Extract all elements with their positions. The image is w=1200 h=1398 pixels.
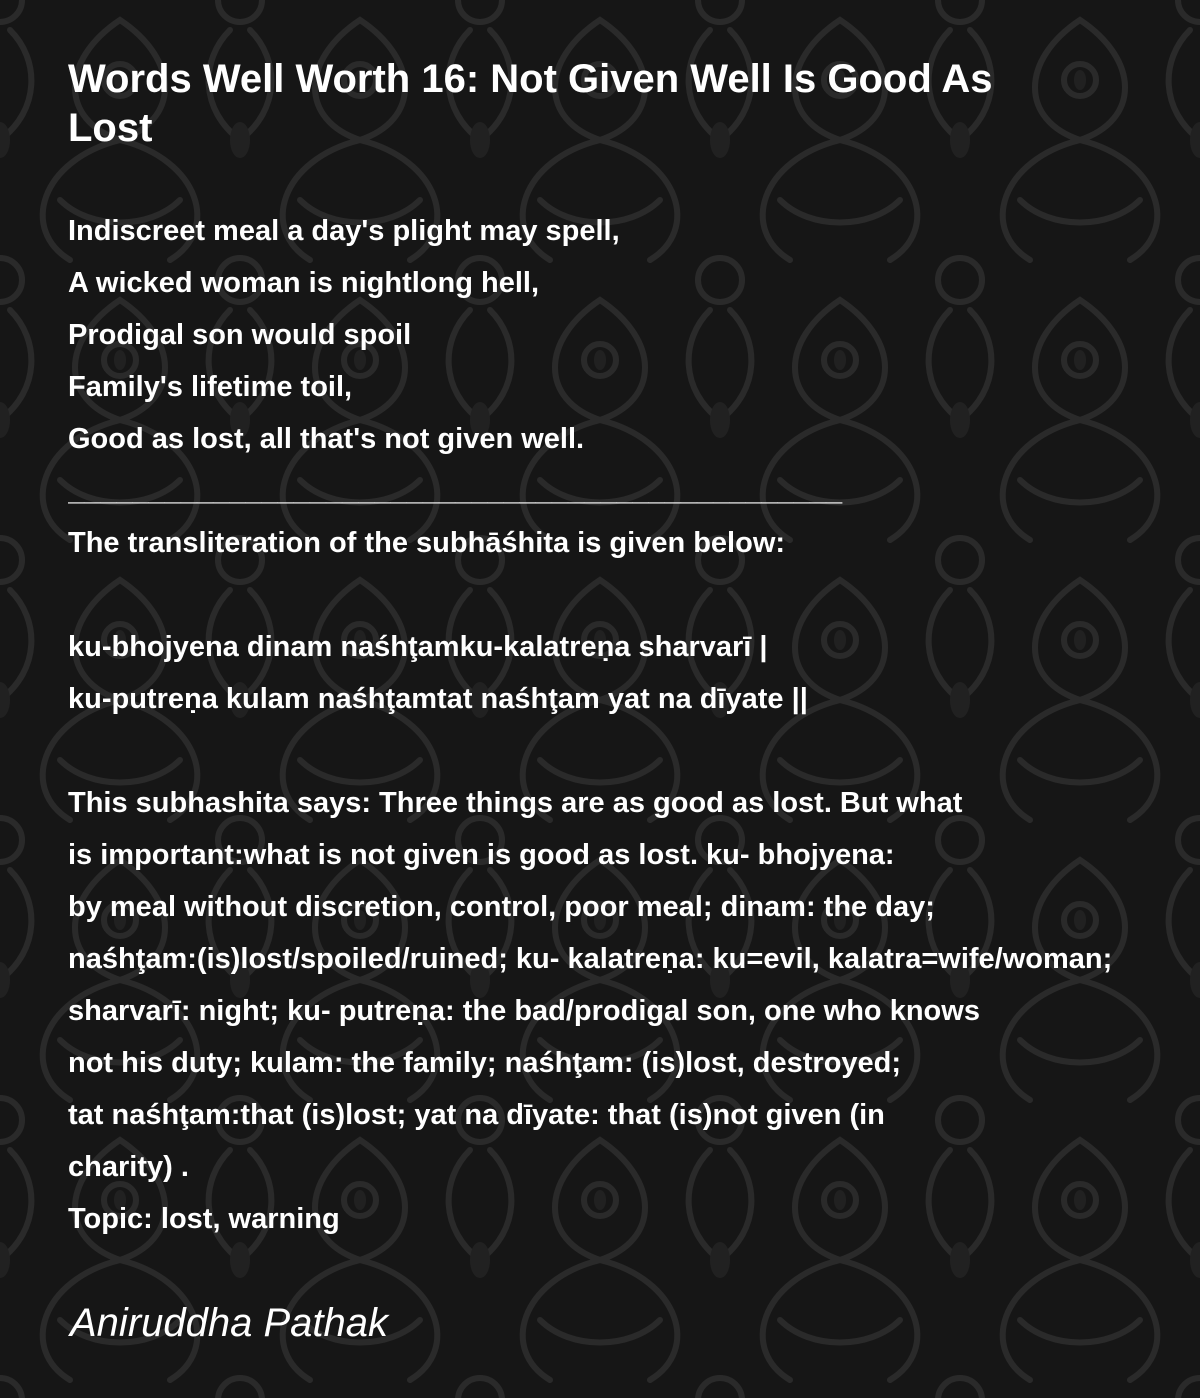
poem-line: Prodigal son would spoil <box>68 319 412 351</box>
poem-line: naśhţam:(is)lost/spoiled/ruined; ku- kalatreṇa: ku=evil, kalatra=wife/woman; <box>68 943 1113 975</box>
poem-line: tat naśhţam:that (is)lost; yat na dīyate: that (is)not given (in <box>68 1099 885 1131</box>
poem-body <box>68 205 1200 1245</box>
poem-author: Aniruddha Pathak <box>70 1301 389 1345</box>
poem-line: by meal without discretion, control, poor meal; dinam: the day; <box>68 891 935 923</box>
separator-line: ________________________________________________ <box>68 475 843 507</box>
poem-line: is important:what is not given is good as lost. ku- bhojyena: <box>68 839 895 871</box>
poem-title: Words Well Worth 16: Not Given Well Is Good As Lost <box>68 57 993 150</box>
poem-card <box>68 55 1200 1398</box>
poem-line: Indiscreet meal a day's plight may spell, <box>68 215 620 247</box>
poem-line: not his duty; kulam: the family; naśhţam: (is)lost, destroyed; <box>68 1047 902 1079</box>
poem-line: sharvarī: night; ku- putreṇa: the bad/prodigal son, one who knows <box>68 995 980 1027</box>
poem-line: Family's lifetime toil, <box>68 371 353 403</box>
poem-line: A wicked woman is nightlong hell, <box>68 267 540 299</box>
poem-line: ku-putreṇa kulam naśhţamtat naśhţam yat na dīyate || <box>68 683 808 715</box>
poem-line: ku-bhojyena dinam naśhţamku-kalatreṇa sharvarī | <box>68 631 768 663</box>
poem-line: Good as lost, all that's not given well. <box>68 423 585 455</box>
poem-line: This subhashita says: Three things are as good as lost. But what <box>68 787 963 819</box>
poem-line: The transliteration of the subhāśhita is given below: <box>68 527 786 559</box>
poem-line: charity) . <box>68 1151 189 1183</box>
blank-line <box>68 725 1200 777</box>
poem-topic: Topic: lost, warning <box>68 1203 340 1235</box>
blank-line <box>68 569 1200 621</box>
